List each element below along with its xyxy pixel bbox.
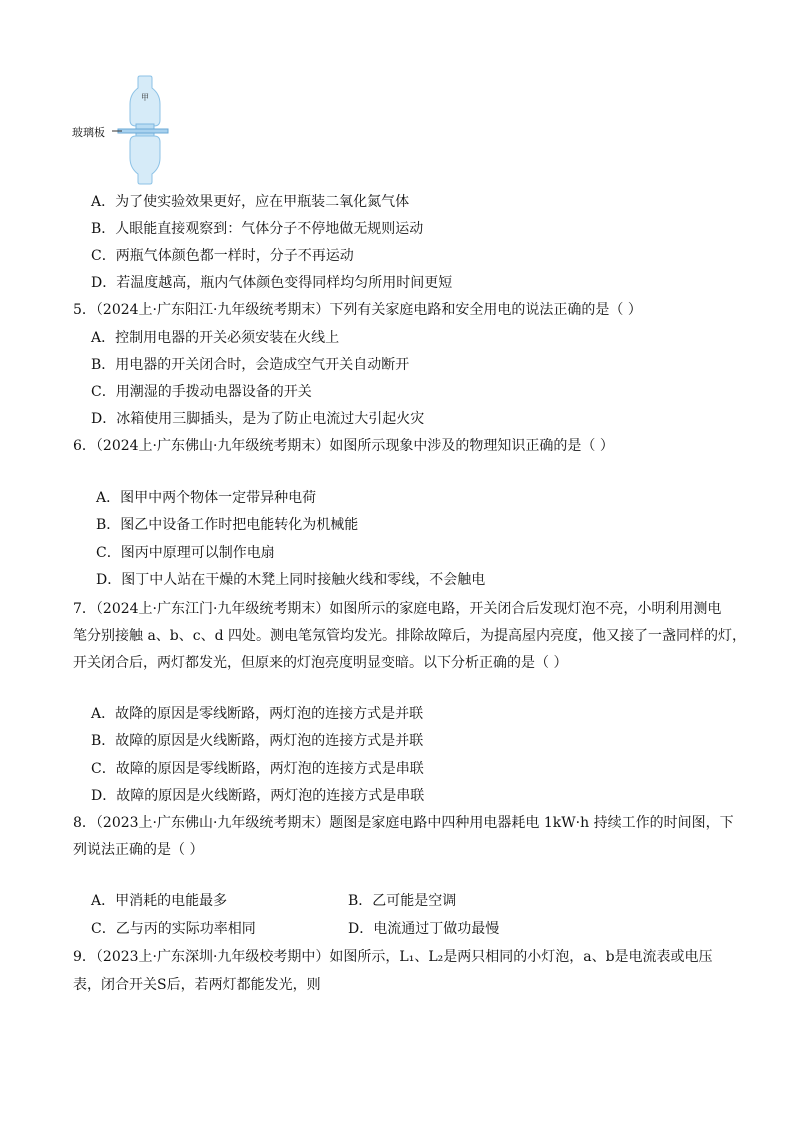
q7-option-c: C．故障的原因是零线断路，两灯泡的连接方式是串联 — [91, 761, 424, 777]
q7-stem-line-2: 笔分别接触 a、b、c、d 四处。测电笔氖管均发光。排除故障后，为提高屋内亮度，他又接了一盏同样的灯， — [73, 628, 747, 644]
bottle-label: 甲 — [141, 93, 149, 102]
q9-stem-line-2: 表，闭合开关S后，若两灯都能发光，则 — [73, 977, 321, 993]
q5-stem: 5．（2024上·广东阳江·九年级统考期末）下列有关家庭电路和安全用电的说法正确的是（ ） — [73, 302, 642, 318]
glass-plate-label: 玻璃板 — [72, 126, 105, 139]
q7-option-a: A．故降的原因是零线断路，两灯泡的连接方式是并联 — [91, 706, 424, 722]
q7-stem-line-1: 7．（2024上·广东江门·九年级统考期末）如图所示的家庭电路，开关闭合后发现灯泡不亮，小明利用测电 — [73, 601, 722, 617]
q6-stem: 6．（2024上·广东佛山·九年级统考期末）如图所示现象中涉及的物理知识正确的是（ ） — [73, 438, 614, 454]
glass-plate-shape — [118, 129, 168, 133]
q8-option-d: D．电流通过丁做功最慢 — [348, 921, 500, 937]
q7-option-b: B．故障的原因是火线断路，两灯泡的连接方式是并联 — [91, 733, 424, 749]
q6-option-d: D．图丁中人站在干燥的木凳上同时接触火线和零线，不会触电 — [96, 572, 486, 588]
q8-option-b: B．乙可能是空调 — [348, 893, 457, 909]
q8-stem-line-1: 8．（2023上·广东佛山·九年级统考期末）题图是家庭电路中四种用电器耗电 1kW·h 持续工作的时间图，下 — [73, 815, 734, 831]
q6-option-a: A．图甲中两个物体一定带异种电荷 — [96, 490, 317, 506]
q4-option-b: B．人眼能直接观察到：气体分子不停地做无规则运动 — [91, 221, 424, 237]
q5-option-b: B．用电器的开关闭合时，会造成空气开关自动断开 — [91, 357, 410, 373]
q4-option-d: D．若温度越高，瓶内气体颜色变得同样均匀所用时间更短 — [91, 275, 453, 291]
q6-option-b: B．图乙中设备工作时把电能转化为机械能 — [96, 517, 359, 533]
q7-stem-line-3: 开关闭合后，两灯都发光，但原来的灯泡亮度明显变暗。以下分析正确的是（ ） — [73, 655, 568, 671]
q5-option-a: A．控制用电器的开关必须安装在火线上 — [91, 330, 340, 346]
q5-option-d: D．冰箱使用三脚插头，是为了防止电流过大引起火灾 — [91, 411, 425, 427]
q7-option-d: D．故障的原因是火线断路，两灯泡的连接方式是串联 — [91, 788, 425, 804]
q8-stem-line-2: 列说法正确的是（ ） — [73, 842, 204, 858]
q5-option-c: C．用潮湿的手拨动电器设备的开关 — [91, 384, 312, 400]
q8-option-a: A．甲消耗的电能最多 — [91, 893, 228, 909]
q4-option-c: C．两瓶气体颜色都一样时，分子不再运动 — [91, 248, 354, 264]
q8-option-c: C．乙与丙的实际功率相同 — [91, 921, 256, 937]
q6-option-c: C．图丙中原理可以制作电扇 — [96, 545, 275, 561]
q9-stem-line-1: 9．（2023上·广东深圳·九年级校考期中）如图所示，L₁、L₂是两只相同的小灯泡，a、b是电流表或电压 — [73, 949, 713, 965]
lower-bottle — [130, 136, 160, 184]
q4-option-a: A．为了使实验效果更好，应在甲瓶装二氧化氮气体 — [91, 194, 410, 210]
